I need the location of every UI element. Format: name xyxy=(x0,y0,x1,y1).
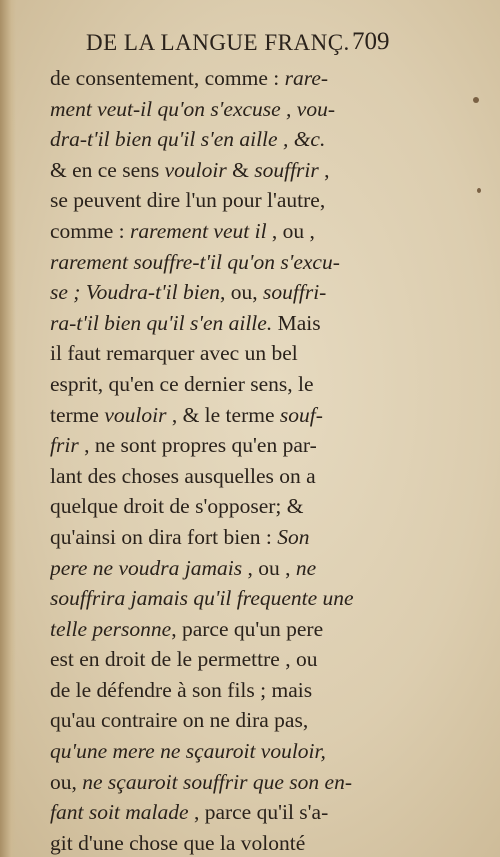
text-segment: terme xyxy=(50,402,105,427)
italic-text-segment: ne sçauroit souffrir que son en- xyxy=(82,769,352,794)
text-line xyxy=(50,308,405,339)
text-segment: , ou , xyxy=(242,555,296,580)
text-line xyxy=(50,675,405,706)
text-line xyxy=(50,797,405,828)
text-line xyxy=(50,828,405,857)
italic-text-segment: telle personne xyxy=(50,616,172,641)
text-segment: & en ce sens xyxy=(50,157,165,182)
text-line xyxy=(50,522,405,553)
text-segment: , parce qu'il s'a- xyxy=(188,800,329,825)
text-segment: git d'une chose que la volonté xyxy=(50,830,306,855)
text-line xyxy=(50,430,405,461)
text-segment: , xyxy=(318,157,330,182)
text-segment: , & le terme xyxy=(166,402,280,427)
text-segment: il faut remarquer avec un bel xyxy=(50,341,298,366)
text-segment: Mais xyxy=(272,310,321,335)
text-segment: , ou, xyxy=(220,280,264,305)
text-line xyxy=(50,705,405,736)
foxing-spot xyxy=(477,188,481,193)
text-segment: esprit, qu'en ce dernier sens, le xyxy=(50,371,314,396)
body-text xyxy=(50,63,405,857)
text-line xyxy=(50,461,405,492)
italic-text-segment: pere ne voudra jamais xyxy=(50,555,243,580)
italic-text-segment: souffrir xyxy=(254,157,319,182)
text-segment: qu'au contraire on ne dira pas, xyxy=(50,708,309,733)
italic-text-segment: Son xyxy=(277,524,310,549)
italic-text-segment: dra-t'il bien qu'il s'en aille , &c. xyxy=(50,127,326,152)
page-gutter-shadow xyxy=(0,0,16,857)
text-line xyxy=(50,644,405,675)
text-line xyxy=(50,63,405,94)
text-segment: qu'ainsi on dira fort bien : xyxy=(50,524,278,549)
text-segment: quelque droit de s'opposer; & xyxy=(50,494,304,519)
italic-text-segment: vouloir xyxy=(164,157,227,182)
text-segment: se peuvent dire l'un pour l'autre, xyxy=(50,188,326,213)
italic-text-segment: souf- xyxy=(279,402,323,427)
text-segment: lant des choses ausquelles on a xyxy=(50,463,316,488)
text-line xyxy=(50,400,405,431)
text-segment: de consentement, comme : xyxy=(50,66,285,90)
text-segment: ou, xyxy=(50,769,83,794)
italic-text-segment: souffrira jamais qu'il frequente une xyxy=(50,586,354,611)
italic-text-segment: fant soit malade xyxy=(50,800,189,825)
italic-text-segment: ment veut-il qu'on s'excuse , vou- xyxy=(50,96,336,121)
text-line xyxy=(50,369,405,400)
page-number: 709 xyxy=(352,28,390,55)
italic-text-segment: ne xyxy=(295,555,317,580)
text-segment: de le défendre à son fils ; mais xyxy=(50,677,313,702)
text-line xyxy=(50,247,405,278)
text-line xyxy=(50,614,405,645)
text-segment: , parce qu'un pere xyxy=(171,616,324,641)
italic-text-segment: vouloir xyxy=(104,402,167,427)
text-line xyxy=(50,767,405,798)
text-line xyxy=(50,124,405,155)
italic-text-segment: ra-t'il bien qu'il s'en aille. xyxy=(50,310,273,335)
text-segment: , ne sont propres qu'en par- xyxy=(78,433,317,458)
text-line xyxy=(50,216,405,247)
italic-text-segment: souffri- xyxy=(263,280,327,305)
text-segment: & xyxy=(226,157,255,182)
text-segment: comme : xyxy=(50,218,131,243)
text-segment: , ou , xyxy=(266,218,315,243)
italic-text-segment: rare- xyxy=(284,66,329,90)
text-segment: est en droit de le permettre , ou xyxy=(50,647,318,672)
text-line xyxy=(50,94,405,125)
text-line xyxy=(50,185,405,216)
text-line xyxy=(50,491,405,522)
italic-text-segment: rarement souffre-t'il qu'on s'excu- xyxy=(50,249,340,274)
text-line xyxy=(50,155,405,186)
text-line xyxy=(50,338,405,369)
italic-text-segment: rarement veut il xyxy=(130,218,267,243)
foxing-spot xyxy=(473,97,479,103)
running-head: DE LA LANGUE FRANÇ. xyxy=(86,30,350,55)
text-line xyxy=(50,277,405,308)
italic-text-segment: se ; Voudra-t'il bien xyxy=(50,280,221,305)
italic-text-segment: qu'une mere ne sçauroit vouloir, xyxy=(50,739,326,764)
text-line xyxy=(50,736,405,767)
text-line xyxy=(50,553,405,584)
text-line xyxy=(50,583,405,614)
italic-text-segment: frir xyxy=(50,433,79,458)
